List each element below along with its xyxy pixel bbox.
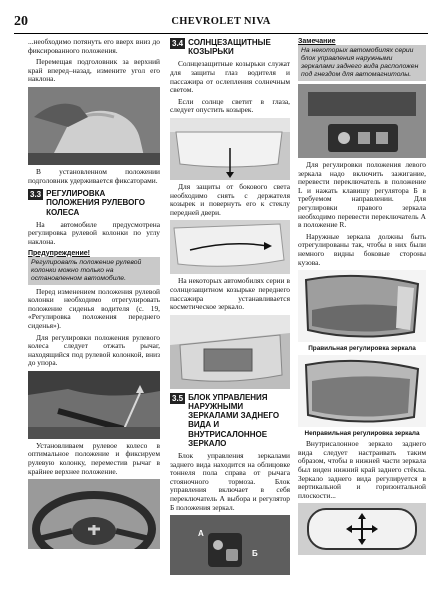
figure-caption: Неправильная регулировка зеркала (304, 430, 420, 438)
headrest-photo (28, 87, 160, 165)
incorrect-mirror-photo (298, 355, 426, 427)
column-middle (170, 38, 290, 578)
paragraph: На некоторых автомобилях серии в солнцезащитном козырьке переднего пассажира устанавливается косметическое зеркало. (170, 276, 290, 312)
section-title: СОЛНЦЕЗАЩИТНЫЕ КОЗЫРЬКИ (188, 38, 271, 57)
running-title: CHEVROLET NIVA (171, 16, 271, 27)
label-a: А (198, 529, 204, 539)
remark-note (298, 38, 426, 81)
section-number: 3.5 (172, 393, 184, 403)
side-visor-photo (170, 220, 290, 274)
paragraph: Наружные зеркала должны быть отрегулированы так, чтобы в них были немного видны боковые стороны кузова. (298, 231, 426, 267)
paragraph: В установленном положении подголовник удерживается фиксаторами. (28, 166, 160, 185)
paragraph: На автомобиле предусмотрена регулировка рулевой колонки по углу наклона. (28, 219, 160, 246)
paragraph: Установливаем рулевое колесо в оптимальное положение и фиксируем рулевую колонку, переместив рычаг в крайнее верхнее положение. (28, 440, 160, 476)
section-heading (170, 38, 290, 56)
section-heading (170, 393, 290, 448)
note-text: Регулировать положение рулевой колонки можно только на остановленном автомобиле. (28, 257, 160, 285)
paragraph: Перемещая подголовник за верхний край вперед–назад, измените угол его наклона. (28, 57, 160, 84)
figure-caption: Правильная регулировка зеркала (308, 345, 416, 353)
section-number: 3.3 (30, 190, 42, 200)
section-title: БЛОК УПРАВЛЕНИЯ НАРУЖНЫМИ ЗЕРКАЛАМИ ЗАДНЕГО ВИДА И ВНУТРИСАЛОННОЕ ЗЕРКАЛО (188, 392, 280, 448)
paragraph: Солнцезащитные козырьки служат для защиты глаз водителя и пассажира от ослепления солнечным светом. (170, 59, 290, 95)
paragraph: Для защиты от бокового света необходимо снять с держателя козырек и повернуть его к стеклу передней двери. (170, 181, 290, 217)
steering-lever-photo (28, 371, 160, 439)
sun-visor-photo (170, 118, 290, 180)
note-heading: Предупреждение! (28, 249, 90, 257)
interior-mirror-photo (298, 503, 426, 555)
paragraph: ...необходимо потянуть его вверх вниз до фиксированного положения. (28, 37, 160, 55)
section-number: 3.4 (172, 39, 184, 48)
paragraph: Внутрисалонное зеркало заднего вида следует настраивать таким образом, чтобы в нижней части зеркала был виден нижний край заднего стёкла. Зеркало заднего вида регулируется в вертикальной и горизонтальной плоскости... (298, 439, 426, 500)
column-right (298, 38, 426, 558)
paragraph: Блок управления зеркалами заднего вида находится на облицовке тоннеля пола справа от рычага стояночного тормоза. Блок управления включает в себя переключатель А выбора и регулятор Б положения зеркал. (170, 450, 290, 512)
header-rule (14, 33, 428, 34)
label-b: Б (252, 549, 258, 559)
note-heading: Замечание (298, 38, 336, 45)
correct-mirror-photo (298, 270, 426, 342)
page-header (14, 14, 428, 30)
section-heading (28, 189, 160, 217)
column-left (28, 38, 160, 552)
warning-note (28, 250, 160, 285)
section-title: РЕГУЛИРОВКА ПОЛОЖЕНИЯ РУЛЕВОГО КОЛЕСА (46, 189, 145, 217)
paragraph: Для регулировки положения левого зеркала надо включить зажигание, перевести переключатель в положение L и нажать клавишу регулятора Б в требуемом направлении. Для регулировки правого зеркала необходимо перевести переключатель А в положение R. (298, 160, 426, 230)
vanity-mirror-photo (170, 315, 290, 389)
radio-slot-control-photo (298, 84, 426, 158)
paragraph: Если солнце светит в глаза, следует опустить козырек. (170, 96, 290, 115)
paragraph: Для регулировки положения рулевого колеса следует отжать рычаг, находящийся под рулевой колонкой, вниз до упора. (28, 332, 160, 368)
mirror-control-photo (170, 515, 290, 575)
steering-wheel-photo (28, 479, 160, 549)
note-text: На некоторых автомобилях серии блок управления наружными зеркалами заднего вида расположен под гнездом для автомагнитолы. (298, 45, 426, 81)
paragraph: Перед изменением положения рулевой колонки необходимо отрегулировать положение сиденья водителя (с. 19, «Регулировка положения переднего сиденья»). (28, 286, 160, 330)
page-number: 20 (14, 14, 28, 29)
